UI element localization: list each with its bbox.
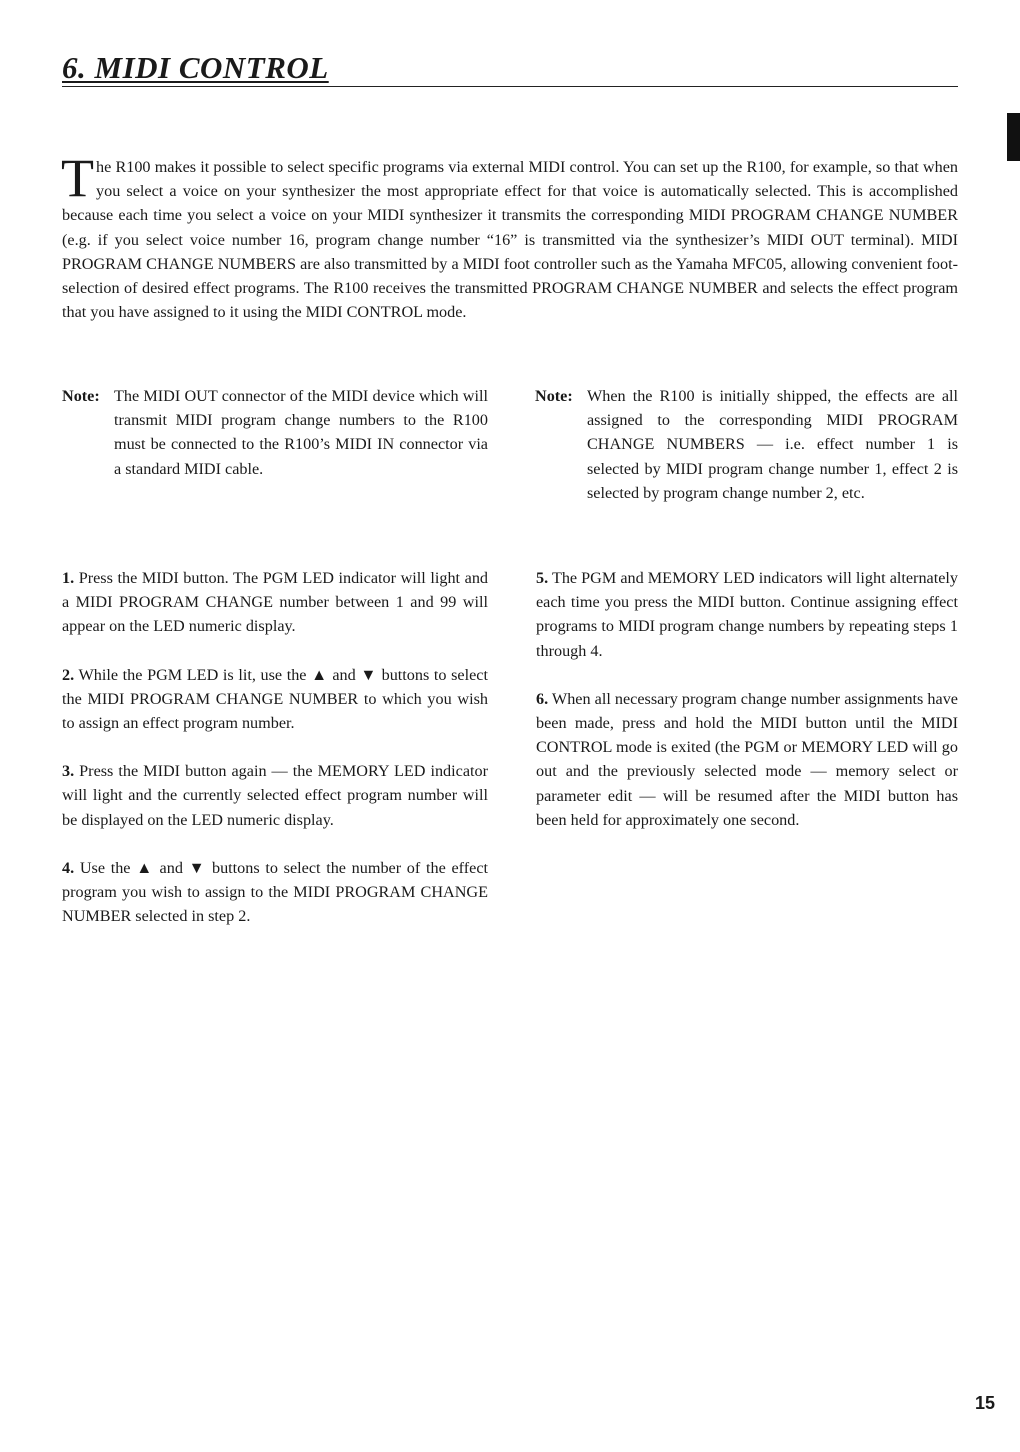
step-number: 6. <box>536 689 549 708</box>
step-number: 5. <box>536 569 549 587</box>
intro-paragraph <box>61 148 958 324</box>
step-number: 3. <box>62 762 75 781</box>
step-text: Use the ▲ and ▼ buttons to select the number of the effect program you wish to assign to the MIDI PROGRAM CHANGE NUMBER selected in step 2. <box>62 858 489 926</box>
section-title: 6. MIDI CONTROL <box>62 50 329 85</box>
note-text: The MIDI OUT connector of the MIDI device which will transmit MIDI program change numbers to the R100 must be connected to the R100’s MIDI IN connector via a standard MIDI cable. <box>114 387 488 478</box>
section-header <box>62 50 958 87</box>
step-text: When all necessary program change number assignments have been made, press and hold the MIDI button until the MIDI CONTROL mode is exited (the PGM or MEMORY LED will go out and the previously selected mode — memory select or parameter edit — will be resumed after the MIDI button has been held for approximately one second. <box>536 689 958 829</box>
step-number: 1. <box>62 569 75 587</box>
chapter-edge-tab <box>1007 113 1020 161</box>
step-number: 4. <box>62 858 75 877</box>
step-text: The PGM and MEMORY LED indicators will light alternately each time you press the MIDI button. Continue assigning effect programs to MIDI program change numbers by repeating steps 1 through 4. <box>536 569 958 660</box>
step-4 <box>62 856 488 929</box>
step-2 <box>62 663 488 736</box>
step-number: 2. <box>62 665 75 684</box>
step-text: Press the MIDI button again — the MEMORY LED indicator will light and the currently selected effect program number will be displayed on the LED numeric display. <box>62 762 489 829</box>
steps-column-right <box>536 566 958 856</box>
step-text: While the PGM LED is lit, use the ▲ and ▼ buttons to select the MIDI PROGRAM CHANGE NUMBER to which you wish to assign an effect program number. <box>62 665 488 733</box>
note-label: Note: <box>62 387 100 405</box>
note-midi-connection <box>62 384 488 481</box>
intro-text: he R100 makes it possible to select specific programs via external MIDI control. You can set up the R100, for example, so that when you select a voice on your synthesizer the most appropriate effect for that voice is automatically selected. This is accomplished because each time you select a voice on your MIDI synthesizer it transmits the corresponding MIDI PROGRAM CHANGE NUMBER (e.g. if you select voice number 16, program change number “16” is transmitted via the synthesizer’s MIDI OUT terminal). MIDI PROGRAM CHANGE NUMBERS are also transmitted by a MIDI foot controller such as the Yamaha MFC05, allowing convenient foot-selection of desired effect programs. The R100 receives the transmitted PROGRAM CHANGE NUMBER and selects the effect program that you have assigned to it using the MIDI CONTROL mode. <box>62 158 958 322</box>
step-5 <box>536 566 958 663</box>
note-label: Note: <box>535 387 573 405</box>
steps-column-left <box>62 566 488 952</box>
note-default-assignment <box>535 384 958 505</box>
step-text: Press the MIDI button. The PGM LED indicator will light and a MIDI PROGRAM CHANGE number between 1 and 99 will appear on the LED numeric display. <box>62 569 489 636</box>
note-text: When the R100 is initially shipped, the effects are all assigned to the corresponding MIDI PROGRAM CHANGE NUMBERS — i.e. effect number 1 is selected by MIDI program change number 1, effect 2 is selected by program change number 2, etc. <box>587 387 958 502</box>
step-1 <box>62 566 488 639</box>
page-number: 15 <box>975 1393 996 1413</box>
step-3 <box>62 759 488 832</box>
drop-cap: T <box>61 148 94 208</box>
step-6 <box>536 687 958 832</box>
